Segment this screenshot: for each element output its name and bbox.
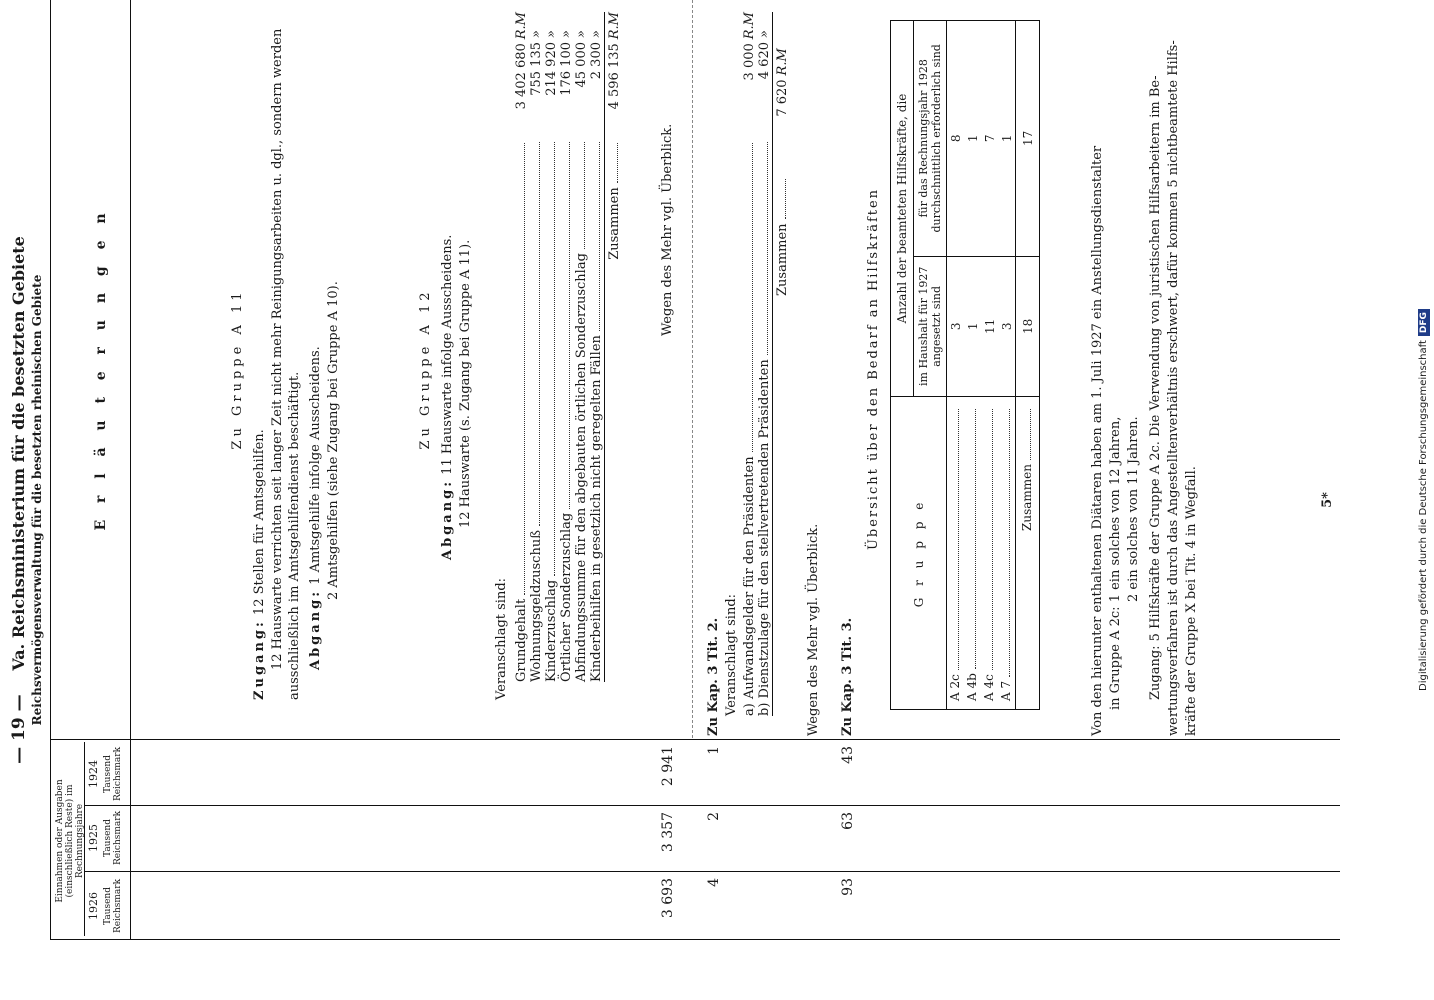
- a12-abgang-line1: 11 Hauswarte infolge Ausscheidens.: [440, 234, 455, 475]
- unit-1925: Tausend Reichsmark: [103, 810, 123, 866]
- gruppe-a12-heading: Zu Gruppe A 12: [418, 288, 433, 450]
- closing-line2: in Gruppe A 2c: 1 ein solches von 12 Jahren,: [1108, 416, 1123, 710]
- col-gruppe: G r u p p e: [891, 397, 947, 710]
- closing-line6: kräfte der Gruppe X bei Tit. 4 in Wegfall.: [1184, 466, 1199, 736]
- closing-line1: Von den hierunter enthaltenen Diätaren haben am 1. Juli 1927 ein Anstellungsdienstalter: [1090, 145, 1105, 736]
- gruppe-a12-abgang: [440, 235, 457, 560]
- kap3-tit2-intro: Veranschlagt sind:: [724, 593, 739, 716]
- digitization-text: Digitalisierung gefördert durch die Deutsche Forschungsgemeinschaft: [1418, 340, 1429, 691]
- value-row3-1924: 43: [840, 746, 856, 764]
- zugang-line3: ausschließlich im Amtsgehilfendienst beschäftigt.: [287, 371, 302, 700]
- year-1926: 1926: [87, 892, 100, 920]
- value-row3-1926: 93: [840, 878, 856, 896]
- tit2-item: b) Dienstzulage für den stellvertretenden Präsidenten 4 620 »: [757, 12, 773, 716]
- a12-abgang-line2: 12 Hauswarte (s. Zugang bei Gruppe A 11).: [458, 239, 473, 528]
- dfg-logo: DFG: [1418, 309, 1430, 336]
- year-1925: 1925: [87, 824, 100, 852]
- gruppe-a11-abgang: [308, 346, 325, 670]
- veranschlagt-list: [514, 12, 622, 682]
- gruppe-a11-heading: Zu Gruppe A 11: [230, 288, 245, 450]
- table-row: A 2c 3 8: [947, 21, 965, 710]
- value-row1-1924: 2 941: [660, 746, 676, 787]
- veranschlagt-item: Kinderbeihilfen in gesetzlich nicht geregelten Fällen 2 300 »: [589, 12, 605, 682]
- veranschlagt-total: Zusammen 4 596 135 R.M: [607, 12, 622, 260]
- footer-mark: 5*: [1320, 492, 1335, 508]
- hilfskraefte-table: [890, 20, 1040, 710]
- table-row: A 4b 1 1: [964, 21, 981, 710]
- explanations-header: E r l ä u t e r u n g e n: [93, 207, 109, 531]
- abgang-line1: 1 Amtsgehilfe infolge Ausscheidens.: [308, 346, 323, 585]
- veranschlagt-item: Abfindungssumme für den abgebauten örtlichen Sonderzuschlag 45 000 »: [574, 30, 589, 682]
- value-row2-1924: 1: [706, 746, 722, 755]
- unit-1926: Tausend Reichsmark: [103, 878, 123, 934]
- col-group-header: Anzahl der beamteten Hilfskräfte, die: [891, 21, 914, 397]
- closing-line4: Zugang: 5 Hilfskräfte der Gruppe A 2c. Die Verwendung von juristischen Hilfsarbeitern im Be-: [1148, 75, 1163, 700]
- year-1924: 1924: [87, 760, 100, 788]
- page-subtitle: Reichsvermögensverwaltung für die besetzten rheinischen Gebiete: [30, 274, 44, 726]
- hilfskraefte-table-title: Übersicht über den Bedarf an Hilfskräften: [866, 187, 881, 551]
- zugang-label: Zugang:: [252, 619, 267, 700]
- table-row: A 7 3 1: [998, 21, 1016, 710]
- veranschlagt-item: Wohnungsgeldzuschuß 755 135 »: [529, 30, 544, 682]
- mehr-note-1: Wegen des Mehr vgl. Überblick.: [660, 123, 675, 336]
- tit2-item: a) Aufwandsgelder für den Präsidenten 3 000 R.M: [742, 12, 757, 716]
- value-row2-1925: 2: [706, 812, 722, 821]
- a12-abgang-label: Abgang:: [440, 478, 455, 560]
- zugang-line2: 12 Hauswarte verrichten seit langer Zeit nicht mehr Reinigungsarbeiten u. dgl., sondern werden: [270, 28, 285, 670]
- page-number: — 19 —: [9, 694, 29, 764]
- closing-line3: 2 ein solches von 11 Jahren.: [1126, 416, 1141, 602]
- col-b: für das Rechnungsjahr 1928 durchschnittlich erforderlich sind: [914, 21, 947, 257]
- table-row: A 4c 11 7: [981, 21, 998, 710]
- veranschlagt-item: Grundgehalt 3 402 680 R.M: [514, 12, 529, 682]
- gruppe-a11-zugang: [252, 429, 269, 700]
- digitization-note: [1418, 8, 1430, 992]
- kap3-tit2-heading: Zu Kap. 3 Tit. 2.: [706, 617, 721, 736]
- kap3-tit3-heading: Zu Kap. 3 Tit. 3.: [840, 617, 855, 736]
- page-title: Va. Reichsministerium für die besetzten Gebiete: [9, 236, 28, 671]
- veranschlagt-item: Örtlicher Sonderzuschlag 176 100 »: [559, 30, 574, 682]
- kap3-tit2-list: [742, 12, 790, 716]
- zugang-line1: 12 Stellen für Amtsgehilfen.: [252, 429, 267, 616]
- value-row1-1925: 3 357: [660, 812, 676, 853]
- col-a: im Haushalt für 1927 angesetzt sind: [914, 256, 947, 396]
- mehr-note-2: Wegen des Mehr vgl. Überblick.: [806, 523, 821, 736]
- value-row3-1925: 63: [840, 812, 856, 830]
- veranschlagt-item: Kinderzuschlag 214 920 »: [544, 30, 559, 682]
- veranschlagt-intro: Veranschlagt sind:: [494, 577, 509, 700]
- abgang-label: Abgang:: [308, 588, 323, 670]
- value-row1-1926: 3 693: [660, 878, 676, 919]
- abgang-line2: 2 Amtsgehilfen (siehe Zugang bei Gruppe A 10).: [326, 281, 341, 600]
- value-row2-1926: 4: [706, 878, 722, 887]
- tit2-total: Zusammen 7 620 R.M: [775, 48, 790, 296]
- columns-header: Einnahmen oder Ausgaben (einschließlich Reste) im Rechnungsjahre: [55, 779, 85, 903]
- unit-1924: Tausend Reichsmark: [103, 746, 123, 802]
- table-total-row: Zusammen 18 17: [1016, 21, 1040, 710]
- closing-line5: wertungsverfahren ist durch das Angestelltenverhältnis erschwert, dafür kommen 5 nichtbeamtete Hilfs-: [1166, 40, 1181, 736]
